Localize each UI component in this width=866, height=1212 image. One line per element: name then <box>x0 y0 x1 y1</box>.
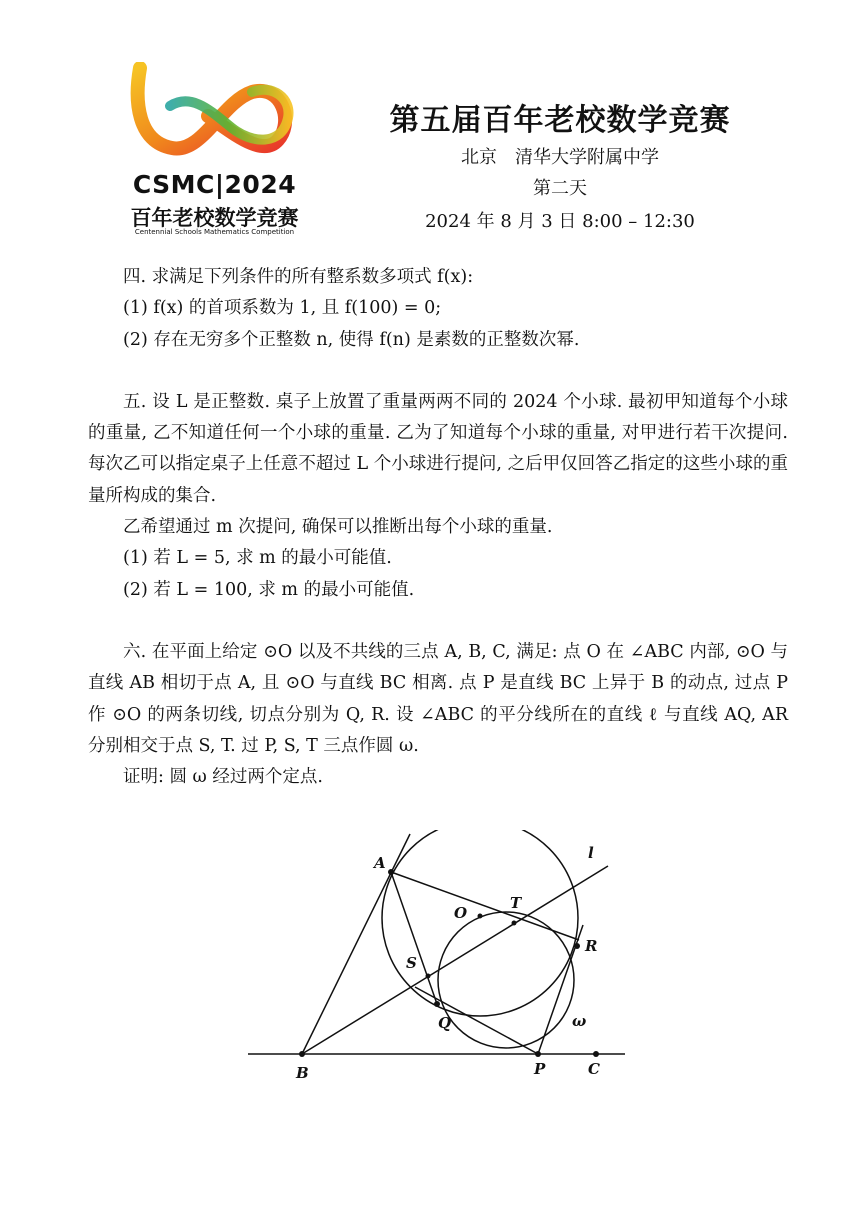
label-p: P <box>534 1060 546 1078</box>
circle-o <box>382 830 578 1016</box>
problem-list <box>88 262 788 793</box>
label-c: C <box>588 1060 600 1078</box>
point-t <box>512 921 517 926</box>
logo-chinese-name: 百年老校数学竞赛 <box>130 206 299 230</box>
label-a: A <box>374 854 386 872</box>
line-ar <box>391 872 579 940</box>
infinity-logo-icon <box>112 62 317 172</box>
logo-english-name: Centennial Schools Mathematics Competition <box>134 228 295 236</box>
csmc-logo <box>112 62 317 240</box>
label-omega: ω <box>572 1012 587 1030</box>
problem-6-claim: 证明: 圆 ω 经过两个定点. <box>123 767 323 788</box>
problem-4-condition-1: (1) f(x) 的首项系数为 1, 且 f(100) = 0; <box>123 298 442 319</box>
point-p <box>535 1051 541 1057</box>
point-o <box>478 914 483 919</box>
exam-day: 第二天 <box>533 178 587 199</box>
point-r <box>574 943 580 949</box>
label-l: l <box>588 844 594 862</box>
problem-5-statement: 五. 设 L 是正整数. 桌子上放置了重量两两不同的 2024 个小球. 最初甲知道每个小球的重量, 乙不知道任何一个小球的重量. 乙为了知道每个小球的重量, 对甲进行若干次提问. 每次乙可以指定桌子上任意不超过 L 个小球进行提问, 之后甲仅回答乙指定的这些小球的重量所构成的集合. <box>88 391 788 506</box>
label-b: B <box>296 1064 309 1080</box>
geometry-diagram <box>240 830 640 1080</box>
point-q <box>434 1001 440 1007</box>
circle-omega <box>438 912 574 1048</box>
line-aq <box>391 872 437 1004</box>
problem-5-question-2: (2) 若 L = 100, 求 m 的最小可能值. <box>123 579 415 600</box>
exam-title: 第五届百年老校数学竞赛 <box>389 103 731 138</box>
label-q: Q <box>438 1014 452 1032</box>
label-t: T <box>510 894 522 912</box>
label-s: S <box>406 954 417 972</box>
point-s <box>426 974 431 979</box>
tangent-pq <box>415 987 538 1054</box>
problem-4-condition-2: (2) 存在无穷多个正整数 n, 使得 f(n) 是素数的正整数次幂. <box>123 329 580 350</box>
exam-datetime: 2024 年 8 月 3 日 8:00 – 12:30 <box>425 211 695 232</box>
label-o: O <box>454 904 468 922</box>
problem-5-question-1: (1) 若 L = 5, 求 m 的最小可能值. <box>123 548 392 569</box>
point-c <box>593 1051 599 1057</box>
point-b <box>299 1051 305 1057</box>
problem-5-goal: 乙希望通过 m 次提问, 确保可以推断出每个小球的重量. <box>123 517 553 538</box>
problem-6-statement: 六. 在平面上给定 ⊙O 以及不共线的三点 A, B, C, 满足: 点 O 在 ∠ABC 内部, ⊙O 与直线 AB 相切于点 A, 且 ⊙O 与直线 BC 相离. 点 P 是直线 BC 上异于 B 的动点, 过点 P 作 ⊙O 的两条切线, 切点分别为 Q, R. 设 ∠ABC 的平分线所在的直线 ℓ 与直线 AQ, AR 分别相交于点 S, T. 过 P, S, T 三点作圆 ω. <box>88 641 788 756</box>
problem-4-stem: 四. 求满足下列条件的所有整系数多项式 f(x): <box>123 267 474 287</box>
logo-brand-text: CSMC|2024 <box>132 170 297 199</box>
geometry-figure <box>240 830 640 1080</box>
exam-location: 北京 清华大学附属中学 <box>461 147 659 168</box>
point-a <box>388 869 394 875</box>
label-r: R <box>585 937 598 955</box>
